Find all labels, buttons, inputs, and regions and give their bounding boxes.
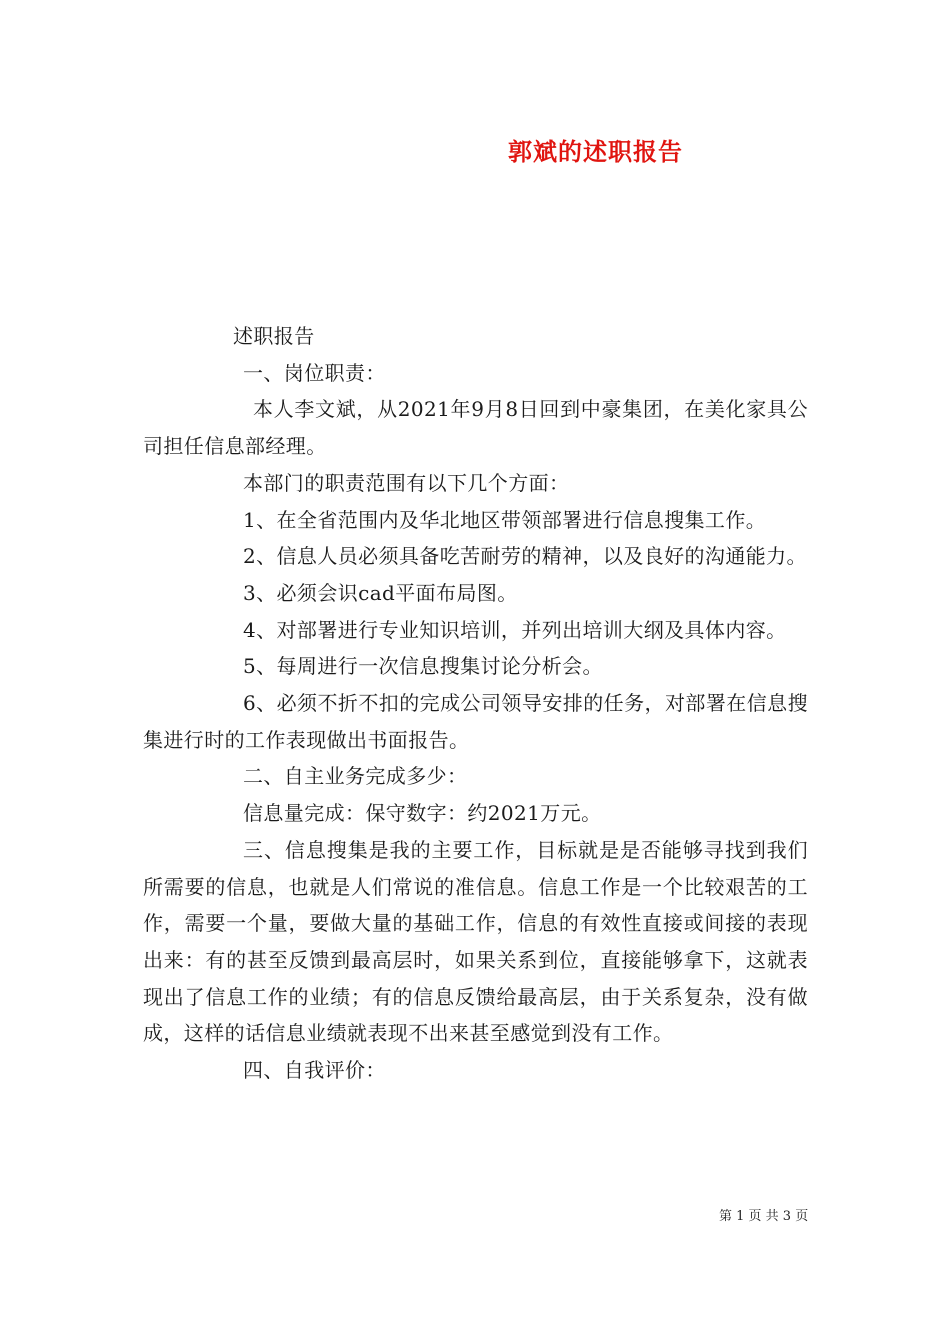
document-body xyxy=(143,318,808,1089)
list-item: 5、每周进行一次信息搜集讨论分析会。 xyxy=(243,654,603,679)
list-item: 2、信息人员必须具备吃苦耐劳的精神，以及良好的沟通能力。 xyxy=(243,544,807,569)
paragraph-volume: 信息量完成：保守数字：约2021万元。 xyxy=(243,801,602,826)
section-heading-self-eval: 四、自我评价： xyxy=(243,1058,386,1083)
list-item: 1、在全省范围内及华北地区带领部署进行信息搜集工作。 xyxy=(243,507,767,532)
paragraph-info-work: 三、信息搜集是我的主要工作，目标就是是否能够寻找到我们所需要的信息，也就是人们常说的准信息。信息工作是一个比较艰苦的工作，需要一个量，要做大量的基础工作，信息的有效性直接或间接的表现出来：有的甚至反馈到最高层时，如果关系到位，直接能够拿下，这就表现出了信息工作的业绩；有的信息反馈给最高层，由于关系复杂，没有做成，这样的话信息业绩就表现不出来甚至感觉到没有工作。 xyxy=(143,837,808,1046)
paragraph-scope: 本部门的职责范围有以下几个方面： xyxy=(243,470,570,495)
page-footer: 第 1 页 共 3 页 xyxy=(719,1209,809,1224)
paragraph-intro: 本人李文斌，从2021年9月8日回到中豪集团，在美化家具公司担任信息部经理。 xyxy=(143,397,808,459)
section-heading-duties: 一、岗位职责： xyxy=(243,360,386,385)
list-item: 3、必须会识cad平面布局图。 xyxy=(243,580,518,605)
section-heading-business: 二、自主业务完成多少： xyxy=(243,764,468,789)
document-title: 郭斌的述职报告 xyxy=(508,137,683,166)
list-item: 6、必须不折不扣的完成公司领导安排的任务，对部署在信息搜集进行时的工作表现做出书面报告。 xyxy=(143,691,808,752)
heading-report: 述职报告 xyxy=(233,324,315,348)
list-item: 4、对部署进行专业知识培训，并列出培训大纲及具体内容。 xyxy=(243,617,787,642)
